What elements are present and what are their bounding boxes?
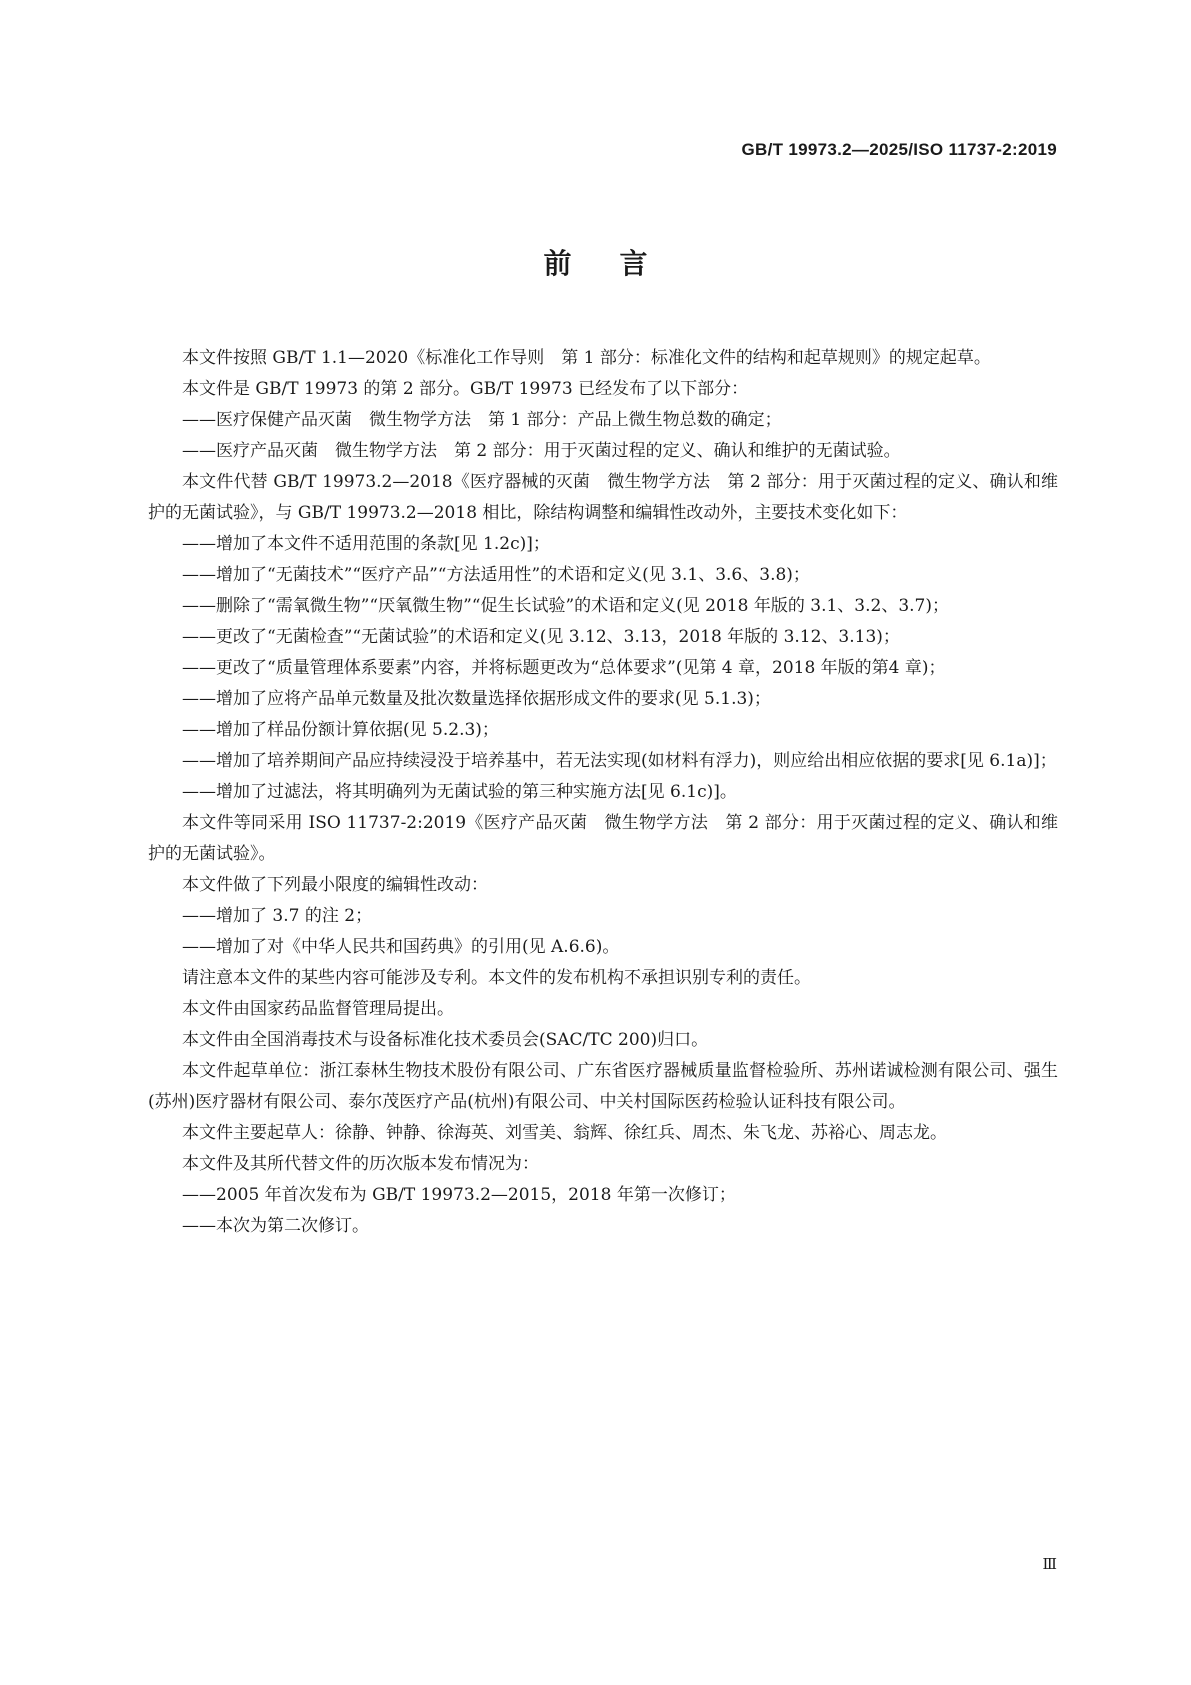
paragraph: 本文件起草单位：浙江泰林生物技术股份有限公司、广东省医疗器械质量监督检验所、苏州诺诚检测有限公司、强生(苏州)医疗器材有限公司、泰尔茂医疗产品(杭州)有限公司、中关村国际医药检验认证科技有限公司。 [148, 1061, 1058, 1112]
list-item: ——更改了“无菌检查”“无菌试验”的术语和定义(见 3.12、3.13，2018 年版的 3.12、3.13)； [182, 627, 900, 647]
paragraph: 请注意本文件的某些内容可能涉及专利。本文件的发布机构不承担识别专利的责任。 [182, 968, 811, 988]
list-item: ——增加了 3.7 的注 2； [182, 906, 373, 926]
list-item: ——增加了本文件不适用范围的条款[见 1.2c)]； [182, 534, 550, 554]
list-item: ——本次为第二次修订。 [182, 1216, 369, 1236]
paragraph: 本文件按照 GB/T 1.1—2020《标准化工作导则 第 1 部分：标准化文件的结构和起草规则》的规定起草。 [182, 348, 991, 368]
list-item: ——增加了样品份额计算依据(见 5.2.3)； [182, 720, 499, 740]
paragraph: 本文件由全国消毒技术与设备标准化技术委员会(SAC/TC 200)归口。 [182, 1030, 709, 1050]
list-item: ——增加了培养期间产品应持续浸没于培养基中，若无法实现(如材料有浮力)，则应给出相应依据的要求[见 6.1a)]； [182, 751, 1057, 771]
list-item: ——增加了应将产品单元数量及批次数量选择依据形成文件的要求(见 5.1.3)； [182, 689, 771, 709]
foreword-body [148, 343, 1058, 1242]
paragraph: 本文件是 GB/T 19973 的第 2 部分。GB/T 19973 已经发布了以下部分： [182, 379, 749, 399]
standard-code-header: GB/T 19973.2—2025/ISO 11737-2:2019 [741, 140, 1057, 159]
paragraph: 本文件代替 GB/T 19973.2—2018《医疗器械的灭菌 微生物学方法 第 2 部分：用于灭菌过程的定义、确认和维护的无菌试验》，与 GB/T 19973.2—2018 相比，除结构调整和编辑性改动外，主要技术变化如下： [148, 472, 1058, 523]
page-title: 前言 [543, 247, 696, 280]
list-item: ——增加了过滤法，将其明确列为无菌试验的第三种实施方法[见 6.1c)]。 [182, 782, 737, 802]
list-item: ——2005 年首次发布为 GB/T 19973.2—2015，2018 年第一次修订； [182, 1185, 736, 1205]
paragraph: 本文件做了下列最小限度的编辑性改动： [182, 875, 488, 895]
paragraph: 本文件等同采用 ISO 11737-2:2019《医疗产品灭菌 微生物学方法 第 2 部分：用于灭菌过程的定义、确认和维护的无菌试验》。 [148, 813, 1058, 864]
list-item: ——删除了“需氧微生物”“厌氧微生物”“促生长试验”的术语和定义(见 2018 年版的 3.1、3.2、3.7)； [182, 596, 949, 616]
paragraph: 本文件及其所代替文件的历次版本发布情况为： [182, 1154, 539, 1174]
list-item: ——医疗保健产品灭菌 微生物学方法 第 1 部分：产品上微生物总数的确定； [182, 410, 782, 430]
paragraph: 本文件由国家药品监督管理局提出。 [182, 999, 454, 1019]
list-item: ——增加了对《中华人民共和国药典》的引用(见 A.6.6)。 [182, 937, 620, 957]
list-item: ——增加了“无菌技术”“医疗产品”“方法适用性”的术语和定义(见 3.1、3.6、3.8)； [182, 565, 810, 585]
list-item: ——医疗产品灭菌 微生物学方法 第 2 部分：用于灭菌过程的定义、确认和维护的无菌试验。 [182, 441, 901, 461]
paragraph: 本文件主要起草人：徐静、钟静、徐海英、刘雪美、翁辉、徐红兵、周杰、朱飞龙、苏裕心、周志龙。 [182, 1123, 947, 1143]
page-number: Ⅲ [1042, 1555, 1057, 1573]
list-item: ——更改了“质量管理体系要素”内容，并将标题更改为“总体要求”(见第 4 章，2018 年版的第4 章)； [182, 658, 946, 678]
